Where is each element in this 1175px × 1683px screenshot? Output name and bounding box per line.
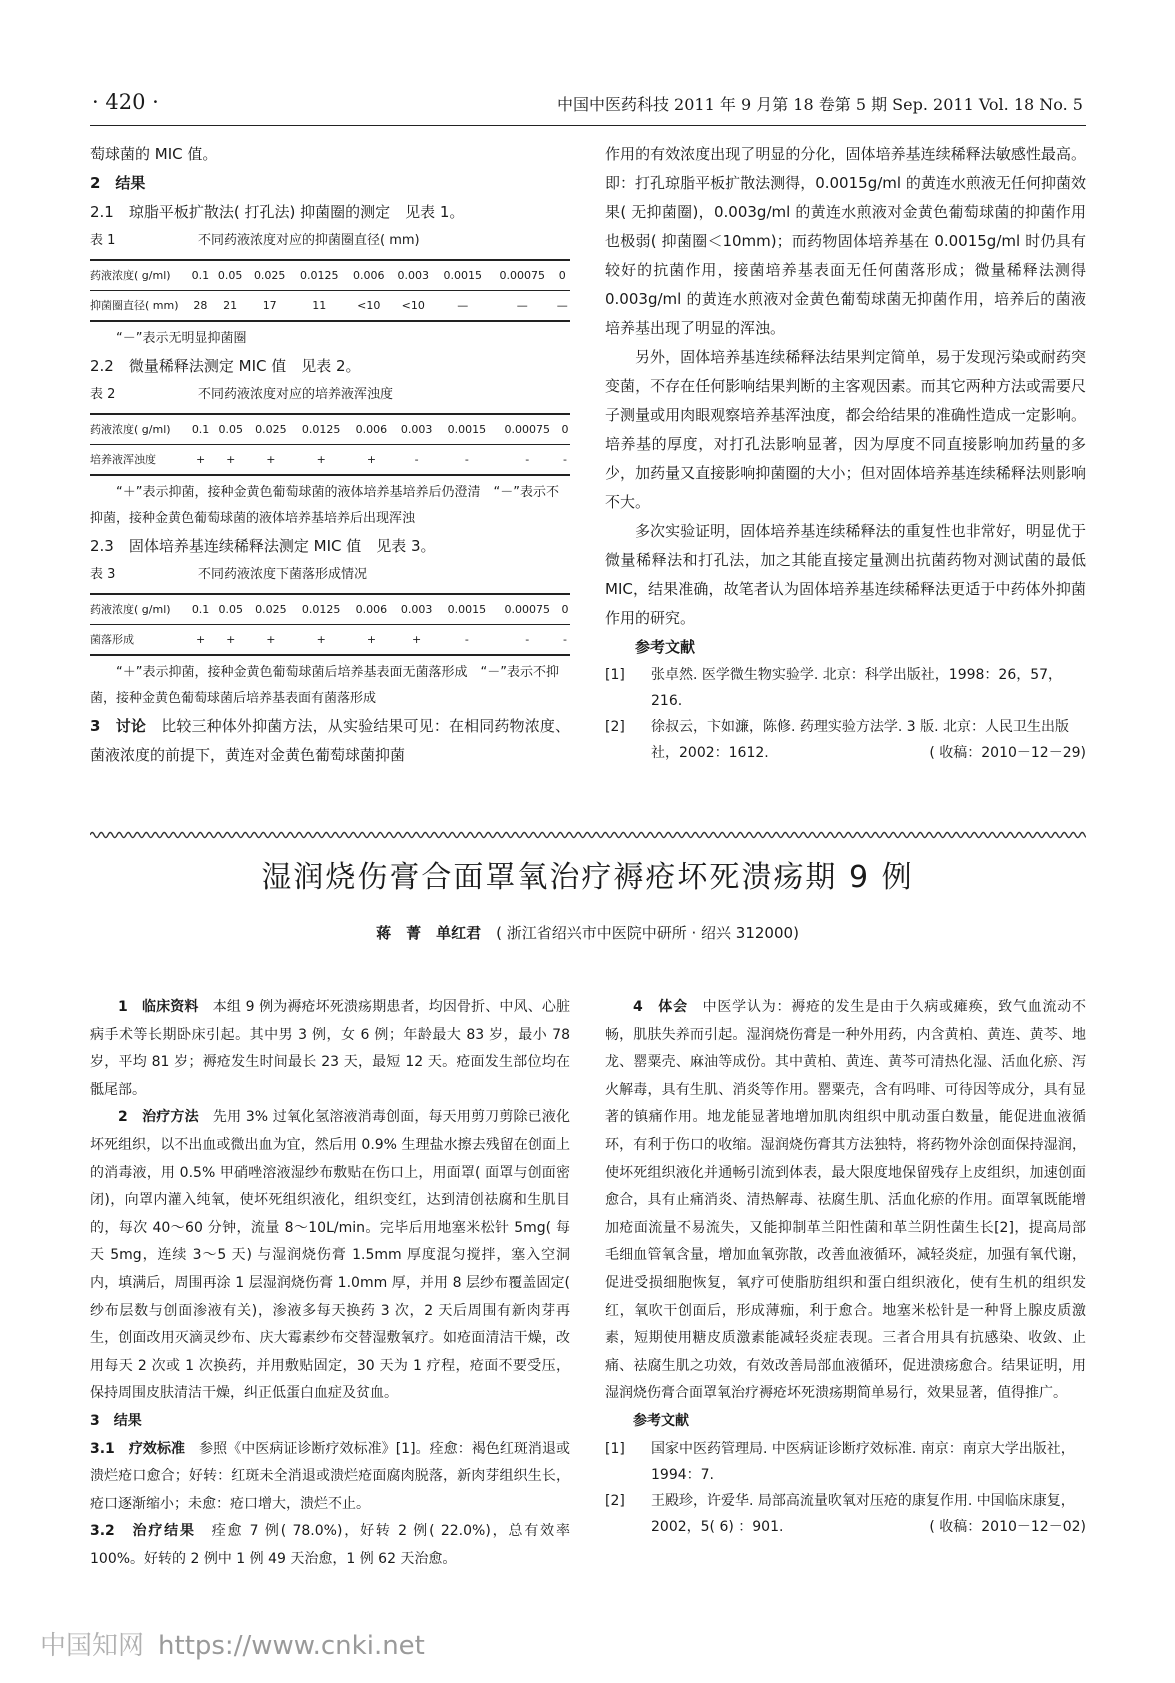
table2-cell: + [294,445,349,476]
table1-data-row [90,291,570,322]
table3-note: “＋”表示抑菌，接种金黄色葡萄球菌后培养基表面无菌落形成 “－”表示不抑菌，接种金黄色葡萄球菌后培养基表面有菌落形成 [90,665,559,706]
reference-number: [2] [605,1492,625,1509]
section-2-heading: 2 结果 [90,174,146,192]
article1-left-column [90,140,570,770]
reference-number: [1] [605,667,625,683]
discussion-paragraph-1: 作用的有效浓度出现了明显的分化，固体培养基连续稀释法敏感性最高。即：打孔琼脂平板扩散法测得，0.0015g/ml 的黄连水煎液无任何抑菌效果( 无抑菌圈)，0.003g/ml 的黄连水煎液对金黄色葡萄球菌的抑菌作用也极弱( 抑菌圈＜10mm)；而药物固体培养基在 0.0015g/ml 时仍具有较好的抗菌作用，接菌培养基表面无任何菌落形成；微量稀释法测得 0.003g/ml 的黄连水煎液对金黄色葡萄球菌无抑菌作用，培养后的菌液培养基出现了明显的浑浊。 [605,145,1086,337]
table1-header-cell: 0.05 [213,260,248,291]
table2-cell: - [439,445,494,476]
article2-left-column [90,994,570,1573]
clinical-data-paragraph [90,994,570,1104]
table2-header-cell: 0.05 [213,414,248,445]
section-3-paragraph [90,712,570,770]
table3-cell: - [495,625,560,656]
reference-item [605,1488,1086,1540]
table1-header-cell: 0 [554,260,570,291]
carry-over-text: 萄球菌的 MIC 值。 [90,145,218,163]
efficacy-standard-text: 参照《中医病证诊断疗效标准》[1]。痊愈：褐色红斑消退或溃烂疮口愈合；好转：红斑未全消退或溃烂疮面腐肉脱落，新肉芽组织生长，疮口逐渐缩小；未愈：疮口增大，溃烂不止。 [90,1440,570,1512]
table2-header-cell: 0.1 [188,414,213,445]
table1-caption [90,227,570,257]
table1-header-cell: 0.0125 [292,260,346,291]
reference-item [605,714,1086,766]
table3-header-cell: 0.0125 [294,594,349,625]
discussion-paragraph-2: 另外，固体培养基连续稀释法结果判定简单，易于发现污染或耐药突变菌，不存在任何影响结果判断的主客观因素。而其它两种方法或需要尺子测量或用肉眼观察培养基浑浊度，都会给结果的准确性造成一定影响。培养基的厚度，对打孔法影响显著，因为厚度不同直接影响加药量的多少，加药量又直接影响抑菌圈的大小；但对固体培养基连续稀释法则影响不大。 [605,348,1086,511]
table1-title: 不同药液浓度对应的抑菌圈直径( mm) [198,233,420,248]
discussion-paragraph-3: 多次实验证明，固体培养基连续稀释法的重复性也非常好，明显优于微量稀释法和打孔法，加之其能直接定量测出抗菌药物对测试菌的最低 MIC，结果准确，故笔者认为固体培养基连续稀释法更适于中药体外抑菌作用的研究。 [605,522,1086,627]
reference-number: [1] [605,1440,625,1457]
table1 [90,259,570,322]
table1-header-cell: 0.006 [346,260,391,291]
reference-text: 国家中医药管理局. 中医病证诊断疗效标准. 南京：南京大学出版社，1994：7. [651,1440,1075,1483]
table1-header-cell: 0.00075 [490,260,554,291]
experience-paragraph [605,994,1086,1408]
reference-text-body: 王殿珍，许爱华. 局部高流量吹氧对压疮的康复作用. 中国临床康复，2002，5( 6) ：901. [651,1492,1075,1535]
table1-cell: 21 [213,291,248,322]
table2-header-label: 药液浓度( g/ml) [90,414,188,445]
article1-right-column [605,140,1086,766]
treatment-text: 先用 3% 过氧化氢溶液消毒创面，每天用剪刀剪除已液化坏死组织，以不出血或微出血为宜，然后用 0.9% 生理盐水擦去残留在创面上的消毒液，用 0.5% 甲硝唑溶液湿纱布敷贴在伤口上，用面罩( 面罩与创面密闭)，向罩内灌入纯氧，使坏死组织液化，组织变红，达到清创祛腐和生肌目的，每次 40～60 分钟，流量 8～10L/min。完毕后用地塞米松针 5mg( 每天 5mg，连续 3～5 天) 与湿润烧伤膏 1.5mm 厚度混匀搅拌，塞入空洞内，填满后，周围再涂 1 层湿润烧伤膏 1.0mm 厚，并用 8 层纱布覆盖固定( 纱布层数与创面渗液有关)，渗液多每天换药 3 次，2 天后周围有新肉芽再生，创面改用灭滴灵纱布、庆大霉素纱布交替湿敷氧疗。如疮面清洁干燥，改用每天 2 次或 1 次换药，并用敷贴固定，30 天为 1 疗程，疮面不要受压，保持周围皮肤清洁干燥，纠正低蛋白血症及贫血。 [90,1109,571,1402]
cnki-url[interactable]: https://www.cnki.net [158,1631,425,1661]
reference-text: 张卓然. 医学微生物实验学. 北京：科学出版社，1998：26，57，216. [651,667,1063,709]
table3-header-cell: 0.00075 [495,594,560,625]
table3-cell: + [394,625,439,656]
table3-header-cell: 0 [560,594,570,625]
table2-header-cell: 0.003 [394,414,439,445]
results-heading: 3 结果 [90,1412,142,1429]
experience-text: 中医学认为：褥疮的发生是由于久病或瘫痪，致气血流动不畅，肌肤失养而引起。湿润烧伤膏是一种外用药，内含黄柏、黄连、黄芩、地龙、罂粟壳、麻油等成份。其中黄柏、黄连、黄芩可清热化湿、活血化瘀、泻火解毒，具有生肌、消炎等作用。罂粟壳，含有吗啡、可待因等成分，具有显著的镇痛作用。地龙能显著地增加肌肉组织中肌动蛋白数量，能促进血液循环，有利于伤口的收缩。湿润烧伤膏其方法独特，将药物外涂创面保持湿润，使坏死组织液化并通畅引流到体表，最大限度地保留残存上皮组织，加速创面愈合，具有止痛消炎、清热解毒、祛腐生肌、活血化瘀的作用。面罩氧既能增加疮面流量不易流失，又能抑制革兰阳性菌和革兰阴性菌生长[2]，提高局部毛细血管氧含量，增加血氧弥散，改善血液循环，减轻炎症，加强有氧代谢，促进受损细胞恢复，氧疗可使脂肪组织和蛋白组织液化，使有生机的组织发红，氧吹干创面后，形成薄痂，利于愈合。地塞米松针是一种肾上腺皮质激素，短期使用糖皮质激素能减轻炎症表现。三者合用具有抗感染、收敛、止痛、祛腐生肌之功效，有效改善局部血液循环，促进溃疡愈合。结果证明，用湿润烧伤膏合面罩氧治疗褥疮坏死溃疡期简单易行，效果显著，值得推广。 [605,999,1086,1402]
table2-header-cell: 0.0015 [439,414,494,445]
table1-cell: <10 [391,291,436,322]
cnki-watermark [40,1625,425,1662]
page-number: · 420 · [92,90,159,114]
table1-header-label: 药液浓度( g/ml) [90,260,188,291]
wavy-separator [90,828,1086,842]
table3-header-cell: 0.003 [394,594,439,625]
cnki-logo: 中国知网 [40,1631,145,1661]
table3-title: 不同药液浓度下菌落形成情况 [198,567,368,582]
table1-cell: <10 [346,291,391,322]
table2-header-cell: 0.00075 [495,414,560,445]
table1-note: “－”表示无明显抑菌圈 [116,331,247,346]
table3-cell: - [439,625,494,656]
reference-number: [2] [605,719,625,735]
table3-caption [90,561,570,591]
table3-cell: + [294,625,349,656]
table2-cell: + [213,445,248,476]
table2-cell: + [188,445,213,476]
table2-cell: - [560,445,570,476]
table1-header-cell: 0.1 [188,260,213,291]
table1-header-cell: 0.003 [391,260,436,291]
section-2-1-heading: 2.1 琼脂平板扩散法( 打孔法) 抑菌圈的测定 见表 1。 [90,203,465,221]
table2-header-row [90,414,570,445]
experience-heading: 4 体会 [633,999,688,1015]
table1-cell: 17 [247,291,292,322]
table2-row-label: 培养液浑浊度 [90,445,188,476]
table3-cell: + [188,625,213,656]
table3-header-row [90,594,570,625]
table2-header-cell: 0.025 [248,414,293,445]
table3-header-label: 药液浓度( g/ml) [90,594,188,625]
article2-right-column [605,994,1086,1540]
article2-authors: 蒋 菁 单红君 [376,924,482,942]
table3-header-cell: 0.05 [213,594,248,625]
table2-number: 表 2 [90,387,116,402]
received-date: ( 收稿：2010－12－02) [929,1518,1086,1535]
table3-header-cell: 0.025 [248,594,293,625]
table3-number: 表 3 [90,567,116,582]
table2-header-cell: 0.0125 [294,414,349,445]
table2-data-row [90,445,570,476]
section-2-2-heading: 2.2 微量稀释法测定 MIC 值 见表 2。 [90,357,361,375]
header-rule [90,125,1086,126]
efficacy-standard-heading: 3.1 疗效标准 [90,1440,186,1457]
clinical-data-heading: 1 临床资料 [118,999,199,1015]
section-3-heading: 3 讨论 [90,717,147,735]
treatment-result-paragraph [90,1518,570,1573]
table3-cell: + [349,625,394,656]
section-3-text: 比较三种体外抑菌方法，从实验结果可见：在相同药物浓度、菌液浓度的前提下，黄连对金黄色葡萄球菌抑菌 [90,717,570,764]
journal-header: 中国中医药科技 2011 年 9 月第 18 卷第 5 期 Sep. 2011 Vol. 18 No. 5 [556,95,1083,114]
reference-item [605,1436,1086,1488]
table2-cell: + [248,445,293,476]
reference-item [605,662,1086,714]
table3-data-row [90,625,570,656]
table1-cell: 28 [188,291,213,322]
table3-cell: + [248,625,293,656]
table1-row-label: 抑菌圈直径( mm) [90,291,188,322]
article2-affiliation: ( 浙江省绍兴市中医院中研所 · 绍兴 312000) [496,924,799,942]
treatment-heading: 2 治疗方法 [118,1109,199,1126]
table1-header-row [90,260,570,291]
reference-text [651,714,1086,766]
table3-cell: + [213,625,248,656]
table2-header-cell: 0 [560,414,570,445]
table1-cell: — [554,291,570,322]
table2-cell: - [394,445,439,476]
table3-row-label: 菌落形成 [90,625,188,656]
treatment-paragraph [90,1104,570,1408]
references-title: 参考文献 [633,1412,689,1429]
table1-header-cell: 0.0015 [436,260,490,291]
references-title: 参考文献 [635,638,696,656]
table2 [90,413,570,476]
table3-header-cell: 0.1 [188,594,213,625]
table2-cell: + [349,445,394,476]
table2-note: “＋”表示抑菌，接种金黄色葡萄球菌的液体培养基培养后仍澄清 “－”表示不抑菌，接种金黄色葡萄球菌的液体培养基培养后出现浑浊 [90,485,559,526]
reference-text [651,1488,1086,1540]
article2-byline [0,922,1175,943]
table3-cell: - [560,625,570,656]
table2-caption [90,381,570,411]
table3-header-cell: 0.006 [349,594,394,625]
table1-cell: — [436,291,490,322]
table3 [90,593,570,656]
table2-header-cell: 0.006 [349,414,394,445]
reference-text-body: 徐叔云，卞如濂，陈修. 药理实验方法学. 3 版. 北京：人民卫生出版社，2002：1612. [651,719,1070,761]
table1-cell: — [490,291,554,322]
article2-title: 湿润烧伤膏合面罩氧治疗褥疮坏死溃疡期 9 例 [261,860,914,895]
table3-header-cell: 0.0015 [439,594,494,625]
table1-cell: 11 [292,291,346,322]
efficacy-standard-paragraph [90,1436,570,1519]
table2-title: 不同药液浓度对应的培养液浑浊度 [198,387,394,402]
table1-header-cell: 0.025 [247,260,292,291]
table1-number: 表 1 [90,233,116,248]
treatment-result-text: 痊愈 7 例( 78.0%)，好转 2 例( 22.0%)，总有效率 100%。好转的 2 例中 1 例 49 天治愈，1 例 62 天治愈。 [90,1523,571,1567]
clinical-data-text: 本组 9 例为褥疮坏死溃疡期患者，均因骨折、中风、心脏病手术等长期卧床引起。其中男 3 例，女 6 例；年龄最大 83 岁，最小 78 岁，平均 81 岁；褥疮发生时间最长 23 天，最短 12 天。疮面发生部位均在骶尾部。 [90,999,570,1098]
table2-cell: - [495,445,560,476]
section-2-3-heading: 2.3 固体培养基连续稀释法测定 MIC 值 见表 3。 [90,537,436,555]
received-date: ( 收稿：2010－12－29) [929,745,1086,761]
treatment-result-heading: 3.2 治疗结果 [90,1523,196,1540]
